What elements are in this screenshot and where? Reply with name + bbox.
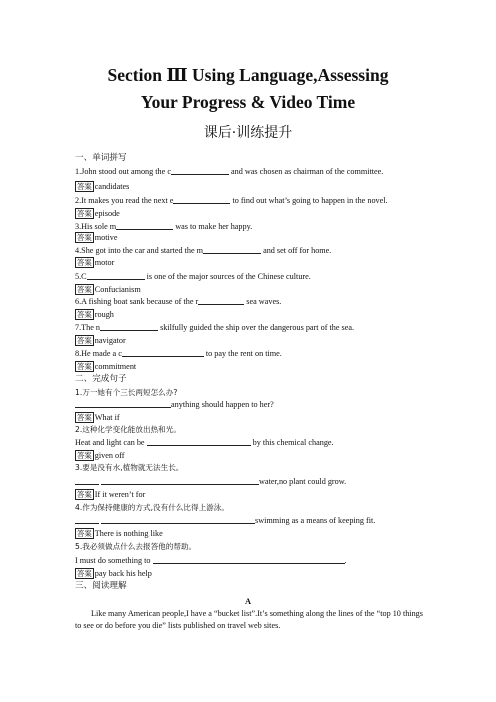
prompt-2: 2.这种化学变化能放出热和光。 bbox=[75, 425, 181, 434]
section3-heading: 三、阅读理解 bbox=[75, 581, 127, 591]
question-6: 6.A fishing boat sank because of the r sea waves. bbox=[75, 297, 282, 306]
prompt-4: 4.作为保持健康的方式,没有什么比得上游泳。 bbox=[75, 503, 229, 512]
answer-blank[interactable] bbox=[203, 245, 261, 254]
answer-blank[interactable] bbox=[101, 515, 255, 524]
answer-blank[interactable] bbox=[100, 322, 158, 331]
answer-tag: 答案 bbox=[77, 233, 92, 242]
answer-5: 答案 Confucianism bbox=[77, 285, 141, 294]
answer-blank[interactable] bbox=[101, 476, 259, 485]
answer-blank-part[interactable] bbox=[75, 515, 99, 524]
answer-s3: 答案 If it weren’t for bbox=[77, 490, 146, 499]
answer-1: 答案 candidates bbox=[77, 182, 130, 191]
sentence-3: water,no plant could grow. bbox=[75, 476, 435, 487]
answer-tag: 答案 bbox=[77, 209, 92, 218]
answer-tag: 答案 bbox=[77, 413, 92, 422]
answer-blank-part[interactable] bbox=[75, 476, 99, 485]
answer-6: 答案 rough bbox=[77, 310, 114, 319]
answer-blank[interactable] bbox=[122, 348, 204, 357]
answer-s4: 答案 There is nothing like bbox=[77, 529, 163, 538]
answer-blank[interactable] bbox=[173, 195, 230, 204]
sentence-5: I must do something to . bbox=[75, 556, 347, 565]
answer-blank[interactable] bbox=[75, 399, 171, 408]
section2-heading: 二、完成句子 bbox=[75, 374, 127, 384]
section1-heading: 一、单词拼写 bbox=[75, 153, 127, 163]
sentence-2: Heat and light can be by this chemical change. bbox=[75, 438, 334, 447]
answer-8: 答案 commitment bbox=[77, 362, 137, 371]
answer-2: 答案 episode bbox=[77, 209, 120, 218]
question-1: 1.John stood out among the c and was chosen as chairman of the committee. bbox=[75, 167, 384, 176]
title-line-2: Your Progress & Video Time bbox=[140, 92, 356, 112]
answer-tag: 答案 bbox=[77, 362, 92, 371]
answer-blank[interactable] bbox=[171, 166, 229, 175]
question-7: 7.The n skilfully guided the ship over the dangerous part of the sea. bbox=[75, 323, 355, 332]
answer-blank[interactable] bbox=[153, 555, 345, 564]
answer-tag: 答案 bbox=[77, 490, 92, 499]
passage-paragraph: Like many American people,I have a “bucket list”.It’s something along the lines of the “top 10 things to see or do before you die” lists published on travel web sites. bbox=[75, 609, 423, 630]
sentence-4: swimming as a means of keeping fit. bbox=[75, 515, 435, 526]
answer-4: 答案 motor bbox=[77, 258, 115, 267]
answer-blank[interactable] bbox=[87, 271, 145, 280]
answer-tag: 答案 bbox=[77, 285, 92, 294]
prompt-1: 1.万一她有个三长两短怎么办? bbox=[75, 388, 178, 397]
sentence-1: anything should happen to her? bbox=[75, 399, 435, 410]
question-5: 5.C is one of the major sources of the Chinese culture. bbox=[75, 272, 311, 281]
question-8: 8.He made a c to pay the rent on time. bbox=[75, 349, 282, 358]
answer-tag: 答案 bbox=[77, 336, 92, 345]
answer-tag: 答案 bbox=[77, 451, 92, 460]
answer-blank[interactable] bbox=[198, 296, 244, 305]
title-line-1: Section Ⅲ Using Language,Assessing bbox=[107, 65, 389, 85]
answer-tag: 答案 bbox=[77, 258, 92, 267]
prompt-3: 3.要是没有水,植物就无法生长。 bbox=[75, 463, 184, 472]
prompt-5: 5.我必须做点什么去报答他的帮助。 bbox=[75, 542, 197, 551]
answer-s2: 答案 given off bbox=[77, 451, 125, 460]
answer-tag: 答案 bbox=[77, 182, 92, 191]
answer-7: 答案 navigator bbox=[77, 336, 126, 345]
answer-tag: 答案 bbox=[77, 569, 92, 578]
answer-blank[interactable] bbox=[147, 437, 251, 446]
question-4: 4.She got into the car and started the m and set off for home. bbox=[75, 246, 332, 255]
answer-tag: 答案 bbox=[77, 529, 92, 538]
question-2: 2.It makes you read the next e to find out what’s going to happen in the novel. bbox=[75, 196, 388, 205]
subtitle: 课后·训练提升 bbox=[203, 125, 293, 141]
passage-label: A bbox=[244, 597, 252, 606]
answer-s5: 答案 pay back his help bbox=[77, 569, 152, 578]
answer-tag: 答案 bbox=[77, 310, 92, 319]
answer-blank[interactable] bbox=[116, 221, 173, 230]
answer-s1: 答案 What if bbox=[77, 413, 120, 422]
question-3: 3.His sole m was to make her happy. bbox=[75, 222, 253, 231]
answer-3: 答案 motive bbox=[77, 233, 118, 242]
